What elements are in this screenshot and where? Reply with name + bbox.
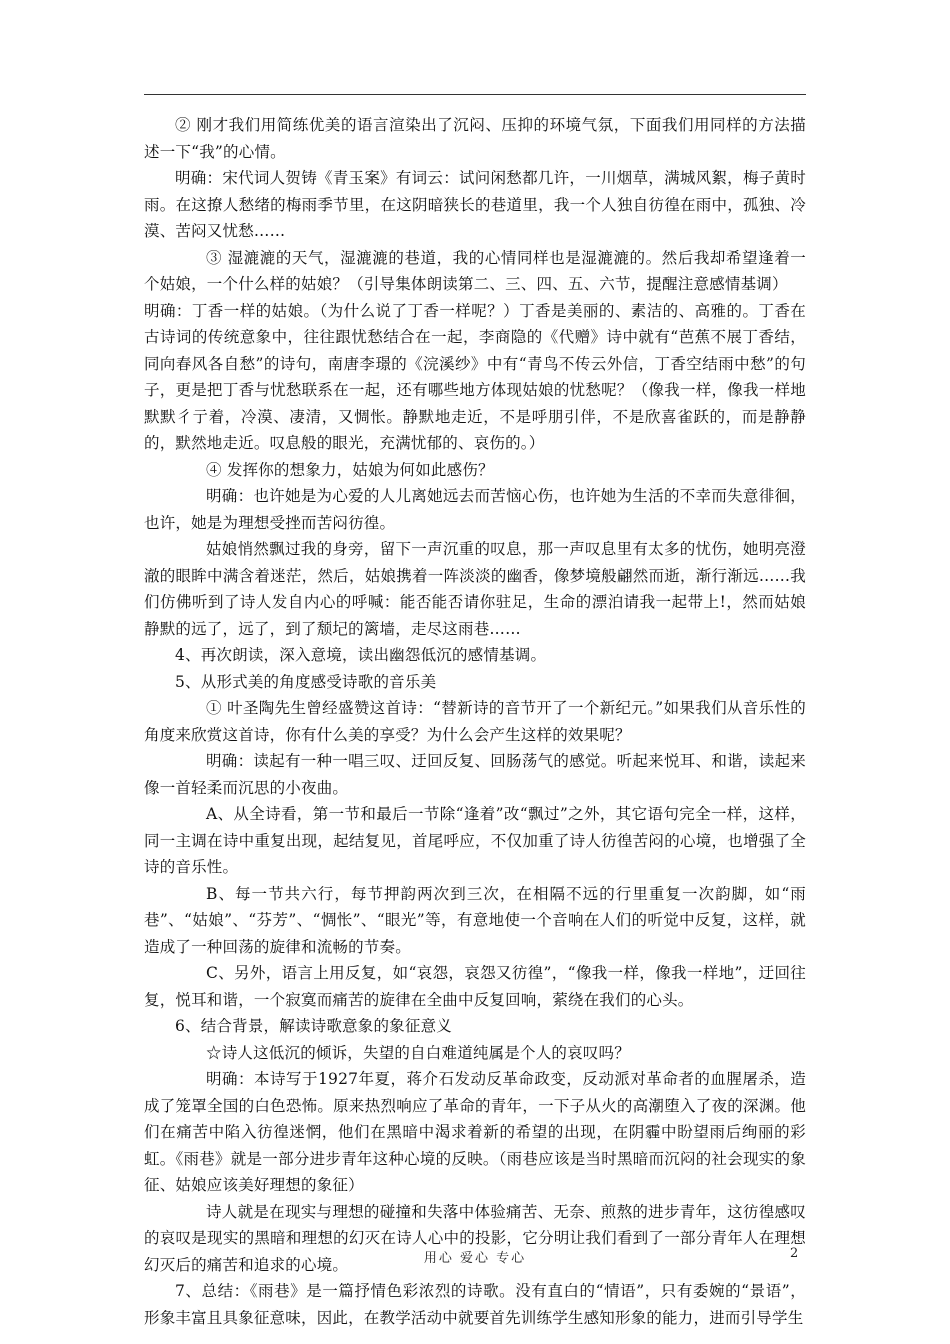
paragraph: ☆诗人这低沉的倾诉，失望的自白难道纯属是个人的哀叹吗？	[206, 1043, 630, 1062]
page-number: 2	[790, 1246, 799, 1261]
paragraph: 明确：本诗写于1927年夏，蒋介石发动反革命政变，反动派对革命者的血腥屠杀，造成了笼罩全国的白色恐怖。原来热烈响应了革命的青年，一下子从火的高潮堕入了夜的深渊。他们在痛苦中陷入彷徨迷惘，他们在黑暗中渴求着新的希望的出现，在阴霾中盼望雨后绚丽的彩虹。《雨巷》就是一部分进步青年这种心境的反映。（雨巷应该是当时黑暗而沉闷的社会现实的象征、姑娘应该美好理想的象征）	[144, 1070, 806, 1194]
document-body	[144, 112, 806, 1331]
paragraph: A、从全诗看，第一节和最后一节除“逢着”改“飘过”之外，其它语句完全一样，这样，同一主调在诗中重复出现，起结复见，首尾呼应，不仅加重了诗人彷徨苦闷的心境，也增强了全诗的音乐性。	[144, 805, 806, 876]
paragraph: 4、再次朗读，深入意境，读出幽怨低沉的感情基调。	[175, 646, 547, 664]
paragraph: ① 叶圣陶先生曾经盛赞这首诗：“替新诗的音节开了一个新纪元。”如果我们从音乐性的角度来欣赏这首诗，你有什么美的享受？为什么会产生这样的效果呢？	[144, 699, 806, 744]
paragraph: 明确：丁香一样的姑娘。（为什么说了丁香一样呢？）丁香是美丽的、素洁的、高雅的。丁香在古诗词的传统意象中，往往跟忧愁结合在一起，李商隐的《代赠》诗中就有“芭蕉不展丁香结，同向春风各自愁”的诗句，南唐李璟的《浣溪纱》中有“青鸟不传云外信，丁香空结雨中愁”的句子，更是把丁香与忧愁联系在一起，还有哪些地方体现姑娘的忧愁呢？（像我一样，像我一样地默默彳亍着，冷漠、凄清，又惆怅。静默地走近，不是呼朋引伴，不是欣喜雀跃的，而是静静的，默然地走近。叹息般的眼光，充满忧郁的、哀伤的。）	[144, 301, 806, 452]
paragraph: B、每一节共六行，每节押韵两次到三次，在相隔不远的行里重复一次韵脚，如“雨巷”、“姑娘”、“芬芳”、“惆怅”、“眼光”等，有意地使一个音响在人们的听觉中反复，这样，就造成了一种回荡的旋律和流畅的节奏。	[144, 884, 806, 956]
footer-motto: 用心 爱心 专心	[423, 1251, 527, 1266]
paragraph: 明确：读起有一种一唱三叹、迂回反复、回肠荡气的感觉。听起来悦耳、和谐，读起来像一首轻柔而沉思的小夜曲。	[144, 752, 806, 797]
paragraph: 明确：也许她是为心爱的人儿离她远去而苦恼心伤，也许她为生活的不幸而失意徘徊，也许，她是为理想受挫而苦闷彷徨。	[144, 487, 806, 532]
header-rule	[144, 94, 806, 95]
paragraph: 5、从形式美的角度感受诗歌的音乐美	[175, 672, 437, 691]
paragraph: 姑娘悄然飘过我的身旁，留下一声沉重的叹息，那一声叹息里有太多的忧伤，她明亮澄澈的眼眸中满含着迷茫，然后，姑娘携着一阵淡淡的幽香，像梦境般翩然而逝，渐行渐远……我们仿佛听到了诗人发自内心的呼喊：能否能否请你驻足，生命的漂泊请我一起带上!，然而姑娘静默的远了，远了，到了颓圮的篱墙，走尽这雨巷……	[144, 540, 806, 638]
paragraph: 7、总结：《雨巷》是一篇抒情色彩浓烈的诗歌。没有直白的“情语”，只有委婉的“景语”，形象丰富且具象征意味，因此，在教学活动中就要首先训练学生感知形象的能力，进而引导学生	[144, 1282, 806, 1327]
paragraph: 6、结合背景，解读诗歌意象的象征意义	[175, 1017, 452, 1035]
paragraph: 明确：宋代词人贺铸《青玉案》有词云：试问闲愁都几许，一川烟草，满城风絮，梅子黄时雨。在这撩人愁绪的梅雨季节里，在这阴暗狭长的巷道里，我一个人独自彷徨在雨中，孤独、冷漠、苦闷又忧愁……	[144, 169, 806, 240]
paragraph: ③ 湿漉漉的天气，湿漉漉的巷道，我的心情同样也是湿漉漉的。然后我却希望逢着一个姑娘，一个什么样的姑娘？（引导集体朗读第二、三、四、五、六节，提醒注意感情基调）	[144, 248, 806, 293]
paragraph: ④ 发挥你的想象力，姑娘为何如此感伤？	[206, 460, 494, 479]
paragraph: 诗人就是在现实与理想的碰撞和失落中体验痛苦、无奈、煎熬的进步青年，这彷徨感叹的哀叹是现实的黑暗和理想的幻灭在诗人心中的投影，它分明让我们看到了一部分青年人在理想幻灭后的痛苦和追求的心境。	[144, 1202, 806, 1274]
paragraph: C、另外，语言上用反复，如“哀怨，哀怨又彷徨”，“像我一样，像我一样地”，迂回往复，悦耳和谐，一个寂寞而痛苦的旋律在全曲中反复回响，萦绕在我们的心头。	[144, 964, 806, 1009]
paragraph: ② 刚才我们用简练优美的语言渲染出了沉闷、压抑的环境气氛，下面我们用同样的方法描述一下“我”的心情。	[144, 116, 806, 161]
